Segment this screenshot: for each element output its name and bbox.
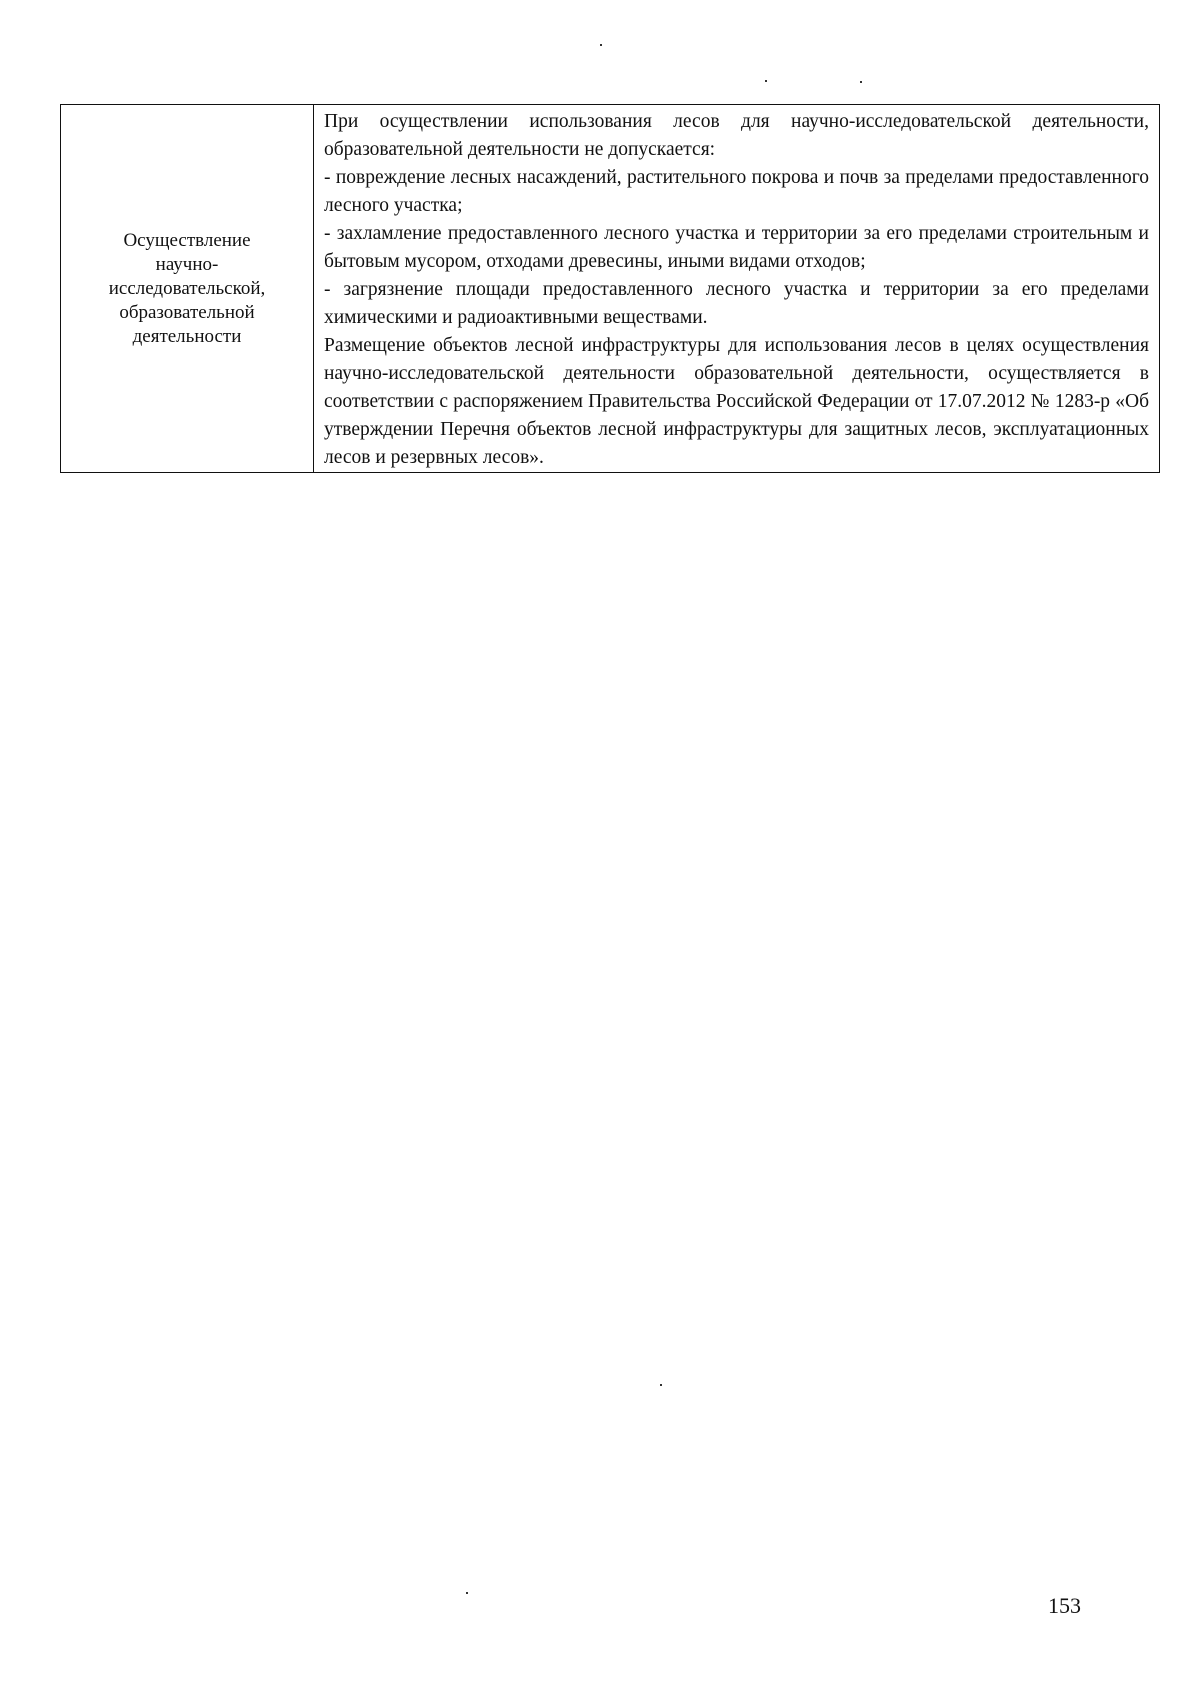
forest-use-table	[60, 104, 1160, 473]
requirements-paragraph: Размещение объектов лесной инфраструктуры для использования лесов в целях осуществления научно-исследовательской деятельности образовательной деятельности, осуществляется в соответствии с распоряжением Правительства Российской Федерации от 17.07.2012 № 1283-р «Об утверждении Перечня объектов лесной инфраструктуры для защитных лесов, эксплуатационных лесов и резервных лесов».	[324, 335, 1149, 468]
requirements-paragraph: При осуществлении использования лесов для научно-исследовательской деятельности, образовательной деятельности не допускается:	[324, 111, 1149, 160]
scan-speck	[466, 1592, 468, 1594]
activity-type-cell	[61, 105, 314, 473]
scan-speck	[765, 80, 767, 82]
activity-type-line: научно-	[155, 253, 219, 275]
requirements-paragraph: - захламление предоставленного лесного участка и территории за его пределами строительным и бытовым мусором, отходами древесины, иными видами отходов;	[324, 223, 1149, 272]
activity-type-line: исследовательской,	[108, 277, 266, 299]
scan-speck	[660, 1384, 662, 1386]
scan-speck	[600, 44, 602, 46]
requirements-paragraph: - повреждение лесных насаждений, растительного покрова и почв за пределами предоставленного лесного участка;	[324, 167, 1149, 216]
document-table-wrapper	[60, 104, 1160, 473]
requirements-paragraph: - загрязнение площади предоставленного лесного участка и территории за его пределами химическими и радиоактивными веществами.	[324, 279, 1149, 328]
page-number: 153	[1048, 1593, 1081, 1618]
activity-type-line: Осуществление	[123, 229, 251, 251]
activity-type-line: образовательной	[119, 301, 255, 323]
activity-type-line: деятельности	[132, 325, 242, 347]
scan-speck	[860, 81, 862, 83]
requirements-cell	[314, 105, 1160, 473]
table-row	[61, 105, 1160, 473]
